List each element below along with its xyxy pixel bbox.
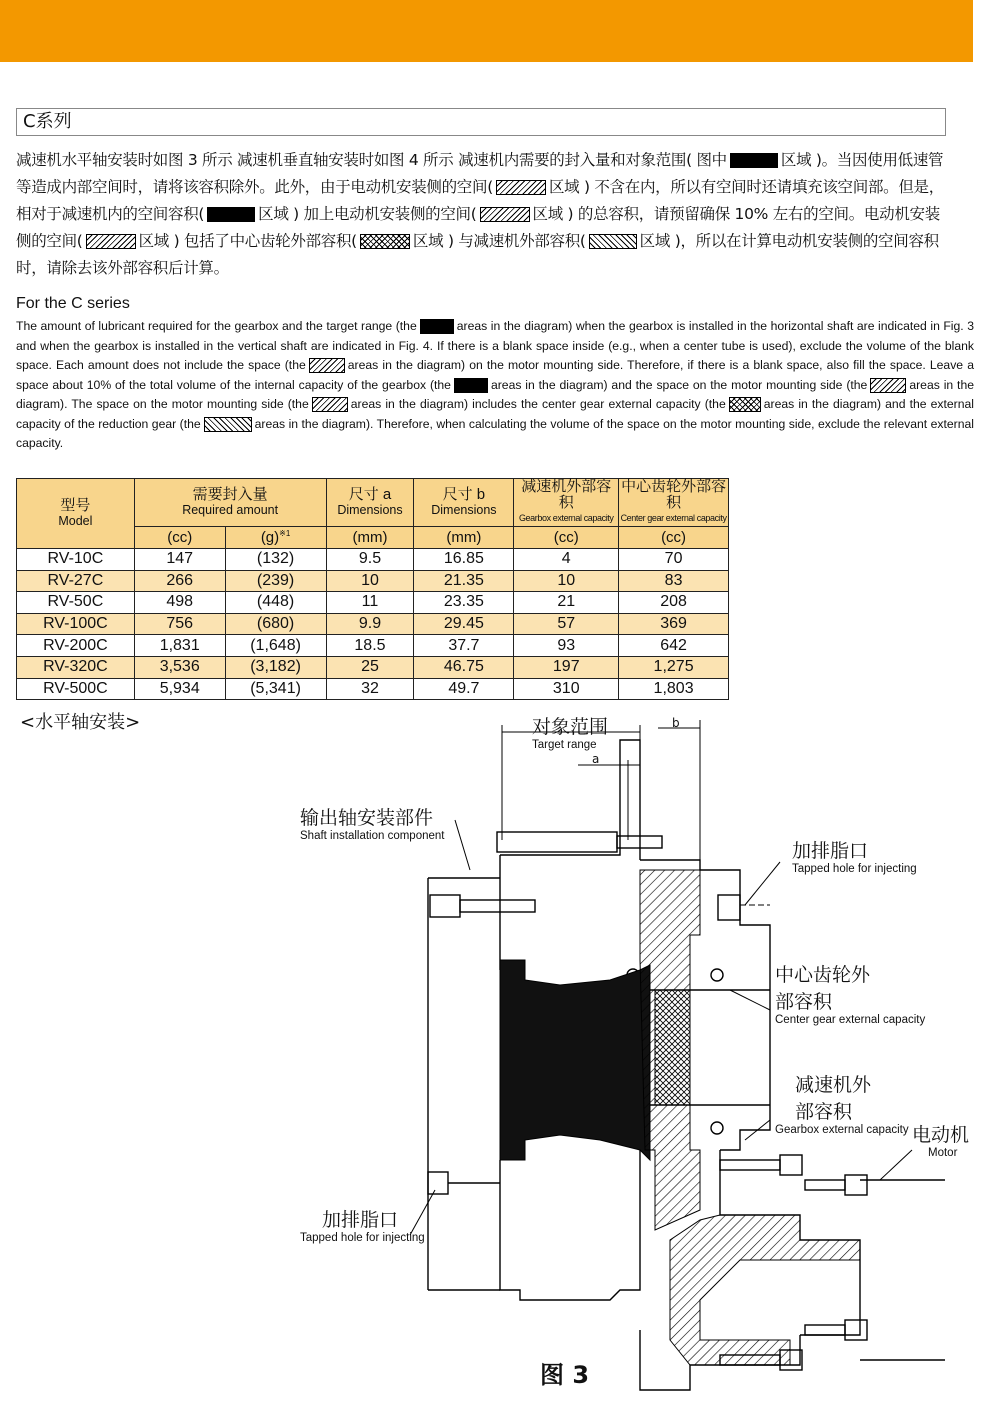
- cell-cc: 147: [134, 549, 225, 571]
- gearbox-en: Gearbox external capacity: [775, 1124, 909, 1136]
- en-text: areas in the diagram) and the space on the motor mounting side (the: [490, 377, 868, 392]
- internal-lubricant-area: [500, 960, 650, 1160]
- en-text: areas in the diagram). The space on the motor mounting side (the: [16, 377, 974, 411]
- cell-cc: 266: [134, 570, 225, 592]
- cell-center-gear-ext: 642: [619, 635, 729, 657]
- cell-center-gear-ext: 208: [619, 592, 729, 614]
- cell-dim-b: 16.85: [414, 549, 514, 571]
- unit-mm: (mm): [414, 527, 514, 549]
- center-gear-external-area: [655, 990, 690, 1105]
- header-dim-a-cn: 尺寸 a: [348, 486, 392, 503]
- center-gear-capacity-label: [775, 960, 925, 1026]
- unit-g-text: (g): [260, 529, 280, 546]
- cell-g: (448): [225, 592, 326, 614]
- cn-text: 区域 ) 不含在内，所以有空间时还请填充该空间部。但是，相对于减速机内的空间容积(: [16, 178, 944, 223]
- target-range-label: [532, 712, 608, 751]
- figure-caption-horizontal: <水平轴安装>: [20, 712, 141, 733]
- tapped-hole-bottom-en: Tapped hole for injecting: [300, 1232, 425, 1244]
- cell-dim-b: 23.35: [414, 592, 514, 614]
- english-title: For the C series: [16, 295, 130, 312]
- cell-g: (1,648): [225, 635, 326, 657]
- header-dim-b-en: Dimensions: [431, 503, 497, 517]
- gearbox-cn-1: 减速机外: [795, 1074, 872, 1096]
- cell-g: (239): [225, 570, 326, 592]
- cn-text: 区域 )，所以在计算电动机安装侧的空间容积时，请除去该外部容积后计算。: [16, 232, 939, 277]
- cell-dim-a: 25: [326, 656, 414, 678]
- tapped-hole-top-label: [792, 836, 917, 875]
- shaft-installation-label: [300, 803, 444, 842]
- header-required-cn: 需要封入量: [192, 486, 268, 503]
- header-center-gear-external-en: Center gear external capacity: [620, 513, 727, 523]
- section-title: C系列: [16, 108, 946, 136]
- tapped-hole-bottom-cn: 加排脂口: [322, 1209, 399, 1231]
- gearbox-capacity-label: [775, 1070, 909, 1136]
- en-text: The amount of lubricant required for the gearbox and the target range (the: [16, 319, 417, 333]
- gearbox-cn-2: 部容积: [795, 1101, 853, 1123]
- cell-dim-b: 37.7: [414, 635, 514, 657]
- cn-text: 减速机水平轴安装时如图 3 所示 减速机垂直轴安装时如图 4 所示 减速机内需要的封入量和对象范围( 图中: [16, 151, 727, 169]
- cell-gearbox-ext: 57: [514, 613, 619, 635]
- shaft-installation-cn: 输出轴安装部件: [300, 807, 434, 829]
- center-gear-cn-1: 中心齿轮外: [775, 964, 871, 986]
- cell-dim-a: 9.5: [326, 549, 414, 571]
- en-text: areas in the diagram) when the gearbox is installed in the horizontal shaft are indicated in Fig. 3 and when the gearbox is installed in the vertical shaft are indicated in Fig. 4. If there is a blank space inside (e.g., when a center tube is used), exclude the volume of the blank space. Each amount does not include the space (the: [16, 319, 974, 372]
- header-gearbox-external-en: Gearbox external capacity: [518, 513, 614, 523]
- unit-mm: (mm): [326, 527, 414, 549]
- cell-dim-a: 32: [326, 678, 414, 700]
- cell-gearbox-ext: 4: [514, 549, 619, 571]
- target-range-cn: 对象范围: [532, 716, 609, 738]
- cell-gearbox-ext: 310: [514, 678, 619, 700]
- center-gear-en: Center gear external capacity: [775, 1014, 926, 1026]
- cn-text: 区域 ) 包括了中心齿轮外部容积(: [138, 232, 357, 250]
- motor-label: [912, 1120, 969, 1159]
- cell-center-gear-ext: 1,275: [619, 656, 729, 678]
- cell-model: RV-50C: [17, 592, 135, 614]
- cell-gearbox-ext: 21: [514, 592, 619, 614]
- cell-model: RV-10C: [17, 549, 135, 571]
- header-required-en: Required amount: [182, 503, 279, 517]
- cell-gearbox-ext: 10: [514, 570, 619, 592]
- en-text: areas in the diagram) includes the center gear external capacity (the: [350, 397, 726, 411]
- figure-number: 图 3: [540, 1361, 590, 1389]
- target-range-en: Target range: [532, 739, 597, 751]
- cell-center-gear-ext: 1,803: [619, 678, 729, 700]
- cell-g: (132): [225, 549, 326, 571]
- header-gearbox-external-cn: 减速机外部容积: [521, 478, 612, 511]
- cell-dim-a: 9.9: [326, 613, 414, 635]
- cn-text: 区域 ) 与减速机外部容积(: [412, 232, 586, 250]
- tapped-hole-top-cn: 加排脂口: [792, 840, 869, 862]
- cell-cc: 5,934: [134, 678, 225, 700]
- cell-dim-b: 46.75: [414, 656, 514, 678]
- cell-cc: 756: [134, 613, 225, 635]
- en-text: areas in the diagram). Therefore, when calculating the volume of the space on the motor mounting side, exclude the relevant external capacity.: [16, 416, 974, 450]
- header-center-gear-external-cn: 中心齿轮外部容积: [621, 478, 727, 511]
- cn-text: 区域 ) 加上电动机安装侧的空间(: [258, 205, 477, 223]
- motor-cn: 电动机: [912, 1124, 970, 1146]
- cell-cc: 498: [134, 592, 225, 614]
- tapped-hole-top-en: Tapped hole for injecting: [792, 863, 917, 875]
- center-gear-cn-2: 部容积: [775, 991, 833, 1013]
- header-dim-b-cn: 尺寸 b: [442, 486, 486, 503]
- cell-gearbox-ext: 197: [514, 656, 619, 678]
- gearbox-external-area: [670, 1215, 860, 1365]
- cell-model: RV-200C: [17, 635, 135, 657]
- cell-center-gear-ext: 83: [619, 570, 729, 592]
- cell-center-gear-ext: 369: [619, 613, 729, 635]
- en-text: areas in the diagram) and the external capacity of the reduction gear (the: [16, 397, 974, 431]
- cell-dim-a: 18.5: [326, 635, 414, 657]
- header-dim-a-en: Dimensions: [337, 503, 403, 517]
- motor-en: Motor: [928, 1147, 958, 1159]
- dim-a-label: a: [592, 752, 600, 766]
- cell-cc: 1,831: [134, 635, 225, 657]
- unit-cc: (cc): [134, 527, 225, 549]
- cell-g: (3,182): [225, 656, 326, 678]
- cell-cc: 3,536: [134, 656, 225, 678]
- unit-cc: (cc): [619, 527, 729, 549]
- cell-center-gear-ext: 70: [619, 549, 729, 571]
- cell-g: (5,341): [225, 678, 326, 700]
- cell-model: RV-320C: [17, 656, 135, 678]
- cell-dim-b: 21.35: [414, 570, 514, 592]
- cell-dim-a: 10: [326, 570, 414, 592]
- unit-cc: (cc): [514, 527, 619, 549]
- cell-gearbox-ext: 93: [514, 635, 619, 657]
- cell-model: RV-100C: [17, 613, 135, 635]
- header-model-en: Model: [58, 514, 93, 528]
- cell-dim-b: 49.7: [414, 678, 514, 700]
- dim-b-label: b: [672, 716, 680, 730]
- header-model-cn: 型号: [60, 497, 91, 514]
- shaft-installation-en: Shaft installation component: [300, 830, 445, 842]
- cell-g: (680): [225, 613, 326, 635]
- en-text: areas in the diagram) on the motor mounting side. Therefore, if there is a blank space, also fill the space. Leave a space about 10% of the total volume of the internal capacity of the gearbox (the: [16, 358, 974, 392]
- cn-text: 区域 )。当因使用低速管等造成内部空间时，请将该容积除外。此外，由于电动机安装侧的空间(: [16, 151, 944, 196]
- cell-model: RV-500C: [17, 678, 135, 700]
- tapped-hole-bottom-label: [300, 1205, 425, 1244]
- cell-dim-a: 11: [326, 592, 414, 614]
- cell-dim-b: 29.45: [414, 613, 514, 635]
- cn-text: 区域 ) 的总容积，请预留确保 10% 左右的空间。电动机安装侧的空间(: [16, 205, 940, 250]
- footnote-mark: ※1: [279, 529, 291, 538]
- cell-model: RV-27C: [17, 570, 135, 592]
